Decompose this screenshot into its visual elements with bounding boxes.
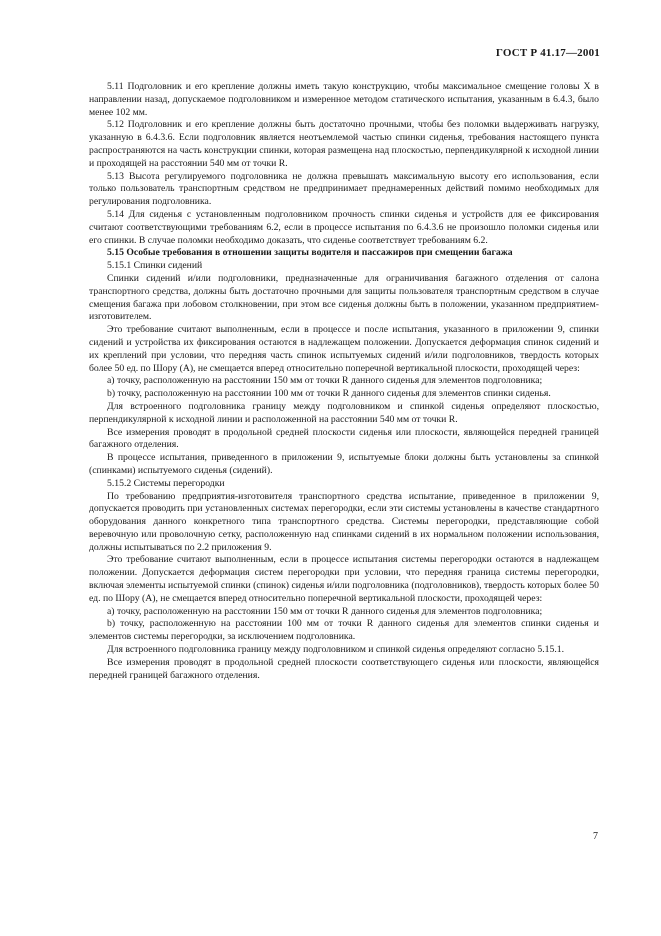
paragraph: В процессе испытания, приведенного в приложении 9, испытуемые блоки должны быть установлены за спинкой (спинками) испытуемого сиденья (сидений). <box>89 452 599 476</box>
list-item-a: a) точку, расположенную на расстоянии 150 мм от точки R данного сиденья для элементов подголовника; <box>107 375 543 387</box>
subsection-heading-5-15-1: 5.15.1 Спинки сидений <box>107 260 203 272</box>
page-number: 7 <box>593 831 598 842</box>
paragraph: Все измерения проводят в продольной средней плоскости соответствующего сиденья или плоскости, являющейся передней границей багажного отделения. <box>89 656 599 681</box>
list-item-b: b) точку, расположенную на расстоянии 100 мм от точки R данного сиденья для элементов спинки сиденья. <box>107 388 551 400</box>
paragraph: По требованию предприятия-изготовителя транспортного средства испытание, приведенное в приложении 9, допускается проводить при установленных системах перегородки, если эти системы установлены в качестве стандартного оборудования данного конкретного типа транспортного средства. Системы перегородки, представляющие собой веревочную или проволочную сетку, расположенную над спинками сидений в их нормальном положении использования, должны испытываться по 2.2 приложения 9. <box>89 490 599 553</box>
paragraph-5-11: 5.11 Подголовник и его крепление должны иметь такую конструкцию, чтобы максимальное смещение головы X в направлении назад, допускаемое подголовником и измеренное методом статического испытания, указанным в 6.4.3, было менее 102 мм. <box>89 81 599 118</box>
section-heading-5-15: 5.15 Особые требования в отношении защиты водителя и пассажиров при смещении багажа <box>107 247 513 259</box>
paragraph: Спинки сидений и/или подголовники, предназначенные для ограничивания багажного отделения от салона транспортного средства, должны быть достаточно прочными для защиты пользователя транспортным средством в случае смещения багажа при лобовом столкновении, при этом все сиденья должны быть в положении, указанном предприятием-изготовителем. <box>89 272 599 323</box>
list-item-b: b) точку, расположенную на расстоянии 100 мм от точки R данного сиденья для элементов спинки сиденья и элементов системы перегородки, за исключением подголовника. <box>89 618 599 643</box>
paragraph: Это требование считают выполненным, если в процессе испытания системы перегородки остаются в надлежащем положении. Допускается деформация систем перегородки при условии, что передняя граница системы перегородки, включая элементы испытуемой спинки (спинок) сиденья и/или подголовника (подголовников), твердость которых более 50 ед. по Шору (А), не смещается вперед относительно поперечной вертикальной плоскости, проходящей через: <box>89 554 599 604</box>
list-item-a: a) точку, расположенную на расстоянии 150 мм от точки R данного сиденья для элементов подголовника; <box>107 605 543 617</box>
paragraph: Для встроенного подголовника границу между подголовником и спинкой сиденья определяют плоскостью, перпендикулярной к исходной линии и расположенной на расстоянии 540 мм от точки R. <box>89 400 599 425</box>
paragraph: Для встроенного подголовника границу между подголовником и спинкой сиденья определяют согласно 5.15.1. <box>107 644 565 656</box>
paragraph: Все измерения проводят в продольной средней плоскости сиденья или плоскости, являющейся передней границей багажного отделения. <box>89 426 599 451</box>
paragraph-5-12: 5.12 Подголовник и его крепление должны быть достаточно прочными, чтобы без поломки выдерживать нагрузку, указанную в 6.4.3.6. Если подголовник является неотъемлемой частью спинки сиденья, требования настоящего пункта распространяются на часть конструкции спинки, которая размещена над плоскостью, перпендикулярной к исходной линии и проходящей на расстоянии 540 мм от точки R. <box>89 119 599 169</box>
paragraph-5-14: 5.14 Для сиденья с установленным подголовником прочность спинки сиденья и устройств для ее фиксирования считают соответствующими требованиям 6.2, если в процессе испытания по 6.4.3.6 не произошло поломки сиденья или его спинки. В случае поломки необходимо доказать, что сиденье соответствует требованиям 6.2. <box>89 208 599 246</box>
paragraph-5-13: 5.13 Высота регулируемого подголовника не должна превышать максимальную высоту его использования, если только пользователь транспортным средством не предпринимает преднамеренных действий помимо необходимых для регулирования подголовника. <box>89 170 599 208</box>
standard-header: ГОСТ Р 41.17—2001 <box>495 47 600 59</box>
document-body <box>89 81 599 682</box>
subsection-heading-5-15-2: 5.15.2 Системы перегородки <box>107 477 225 489</box>
paragraph: Это требование считают выполненным, если в процессе и после испытания, указанного в приложении 9, спинки сидений и устройства их фиксирования остаются в надлежащем положении. Допускается деформация спинок сидений и их креплений при условии, что передняя часть спинок испытуемых сидений и/или подголовников, твердость которых более 50 ед. по Шору (А), не смещается вперед относительно поперечной вертикальной плоскости, проходящей через: <box>89 324 599 374</box>
